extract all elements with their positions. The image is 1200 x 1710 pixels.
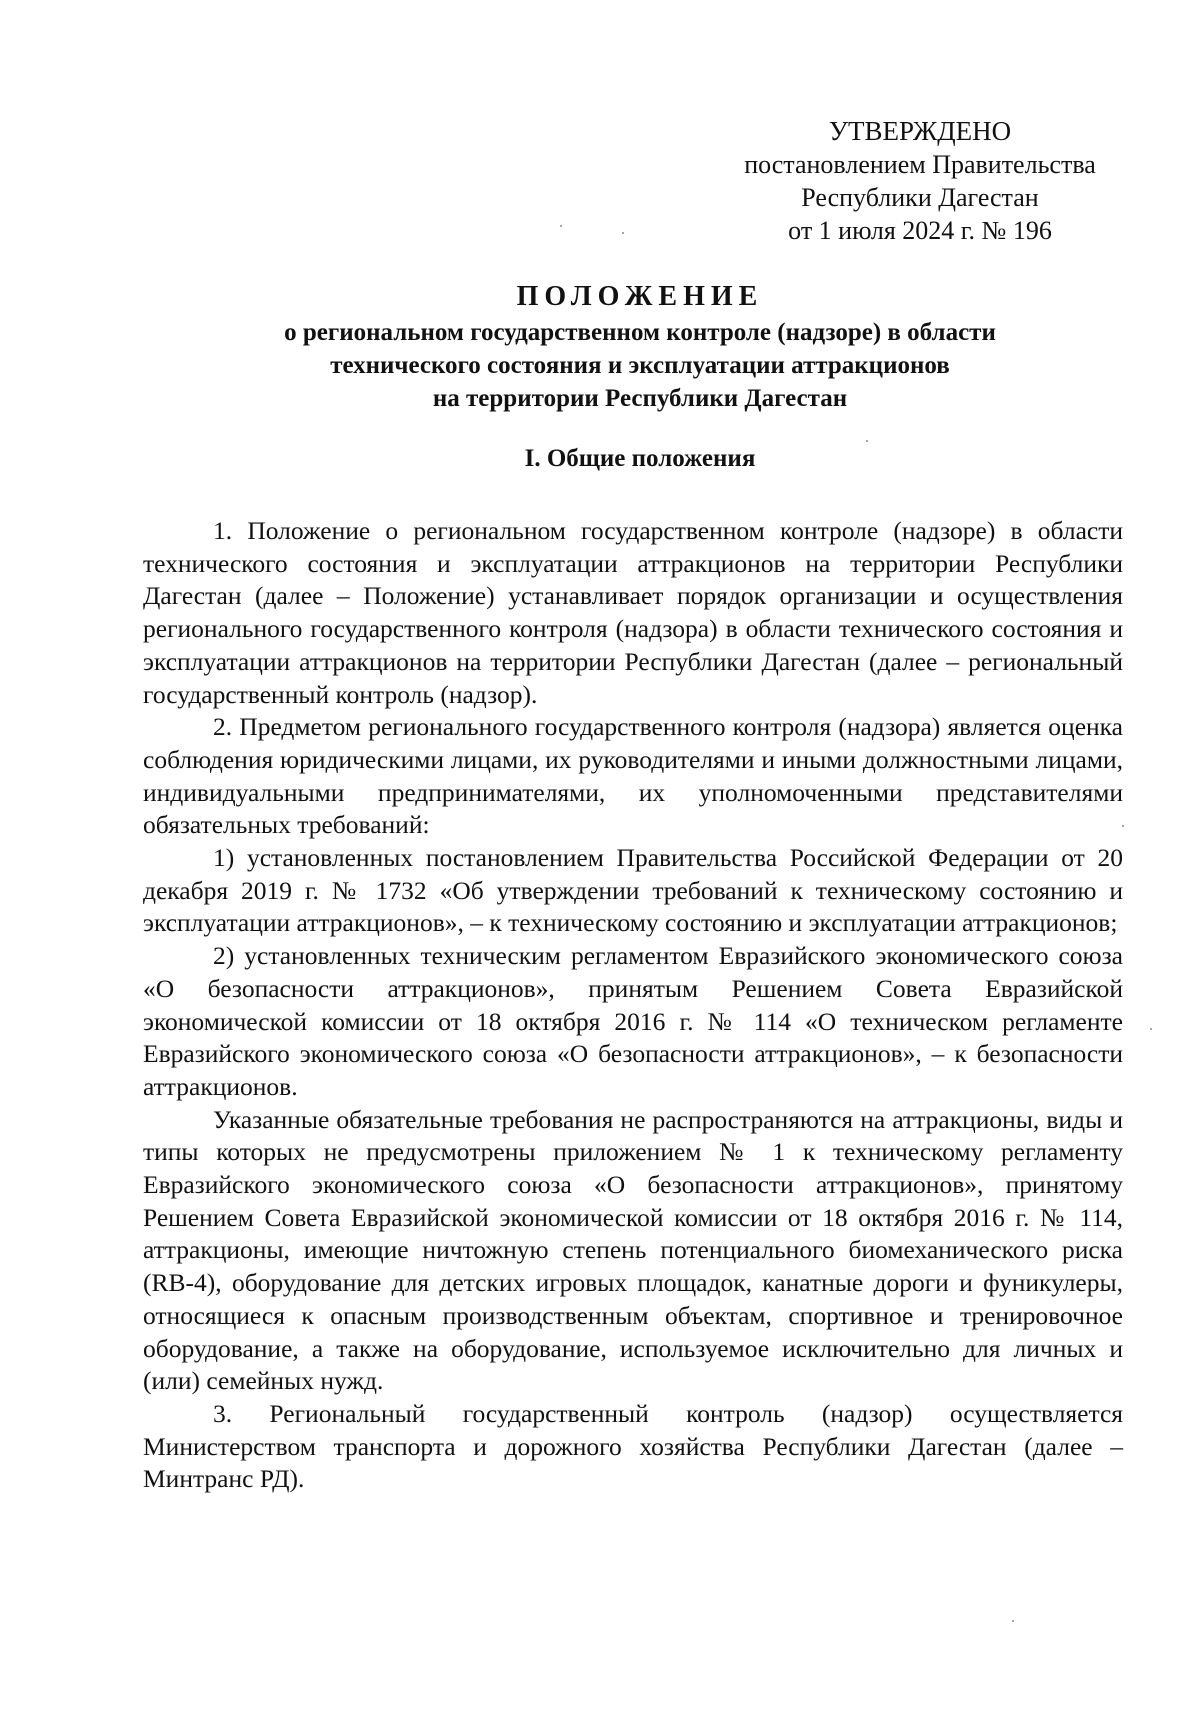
document-title: ПОЛОЖЕНИЕ [516, 281, 764, 312]
approval-stamp [720, 115, 1120, 247]
paragraph-2-item-1: 1) установленных постановлением Правительства Российской Федерации от 20 декабря 2019 г. № 1732 «Об утверждении требований к техническому состоянию и эксплуатации аттракционов», – к техническому состоянию и эксплуатации аттракционов; [143, 843, 1123, 938]
scan-speck [866, 440, 868, 442]
document-subtitle-line-1: о региональном государственном контроле (надзоре) в области [284, 319, 996, 346]
approval-line-1: постановлением Правительства [744, 150, 1096, 179]
document-subtitle-line-2: технического состояния и эксплуатации аттракционов [330, 352, 950, 379]
scan-speck [1122, 825, 1124, 827]
scan-speck [622, 232, 624, 234]
approval-line-2: Республики Дагестан [801, 183, 1039, 212]
approval-heading: УТВЕРЖДЕНО [828, 116, 1012, 146]
scan-speck [1012, 1620, 1014, 1622]
paragraph-2-item-2: 2) установленных техническим регламентом Евразийского экономического союза «О безопасности аттракционов», принятым Решением Совета Евразийской экономической комиссии от 18 октября 2016 г. № 114 «О техническом регламенте Евразийского экономического союза «О безопасности аттракционов», – к безопасности аттракционов. [143, 941, 1123, 1101]
scan-speck [1150, 1028, 1152, 1030]
scan-speck [560, 225, 562, 227]
document-body [143, 515, 1123, 1496]
paragraph-exclusions: Указанные обязательные требования не распространяются на аттракционы, виды и типы которых не предусмотрены приложением № 1 к техническому регламенту Евразийского экономического союза «О безопасности аттракционов», принятому Решением Совета Евразийской экономической комиссии от 18 октября 2016 г. № 114, аттракционы, имеющие ничтожную степень потенциального биомеханического риска (RB-4), оборудование для детских игровых площадок, канатные дороги и фуникулеры, относящиеся к опасным производственным объектам, спортивное и тренировочное оборудование, а также на оборудование, используемое исключительно для личных и (или) семейных нужд. [143, 1104, 1123, 1396]
paragraph-2: 2. Предметом регионального государственного контроля (надзора) является оценка соблюдения юридическими лицами, их руководителями и иными должностными лицами, индивидуальными предпринимателями, их уполномоченными представителями обязательных требований: [143, 712, 1123, 840]
document-subtitle-line-3: на территории Республики Дагестан [432, 385, 848, 412]
paragraph-3: 3. Региональный государственный контроль (надзор) осуществляется Министерством транспорта и дорожного хозяйства Республики Дагестан (далее – Минтранс РД). [143, 1398, 1123, 1494]
document-title-block [120, 278, 1160, 415]
section-heading: I. Общие положения [524, 445, 756, 472]
paragraph-1: 1. Положение о региональном государственном контроле (надзоре) в области технического состояния и эксплуатации аттракционов на территории Республики Дагестан (далее – Положение) устанавливает порядок организации и осуществления регионального государственного контроля (надзора) в области технического состояния и эксплуатации аттракционов на территории Республики Дагестан (далее – региональный государственный контроль (надзор). [143, 516, 1123, 709]
approval-line-3: от 1 июля 2024 г. № 196 [788, 216, 1052, 245]
